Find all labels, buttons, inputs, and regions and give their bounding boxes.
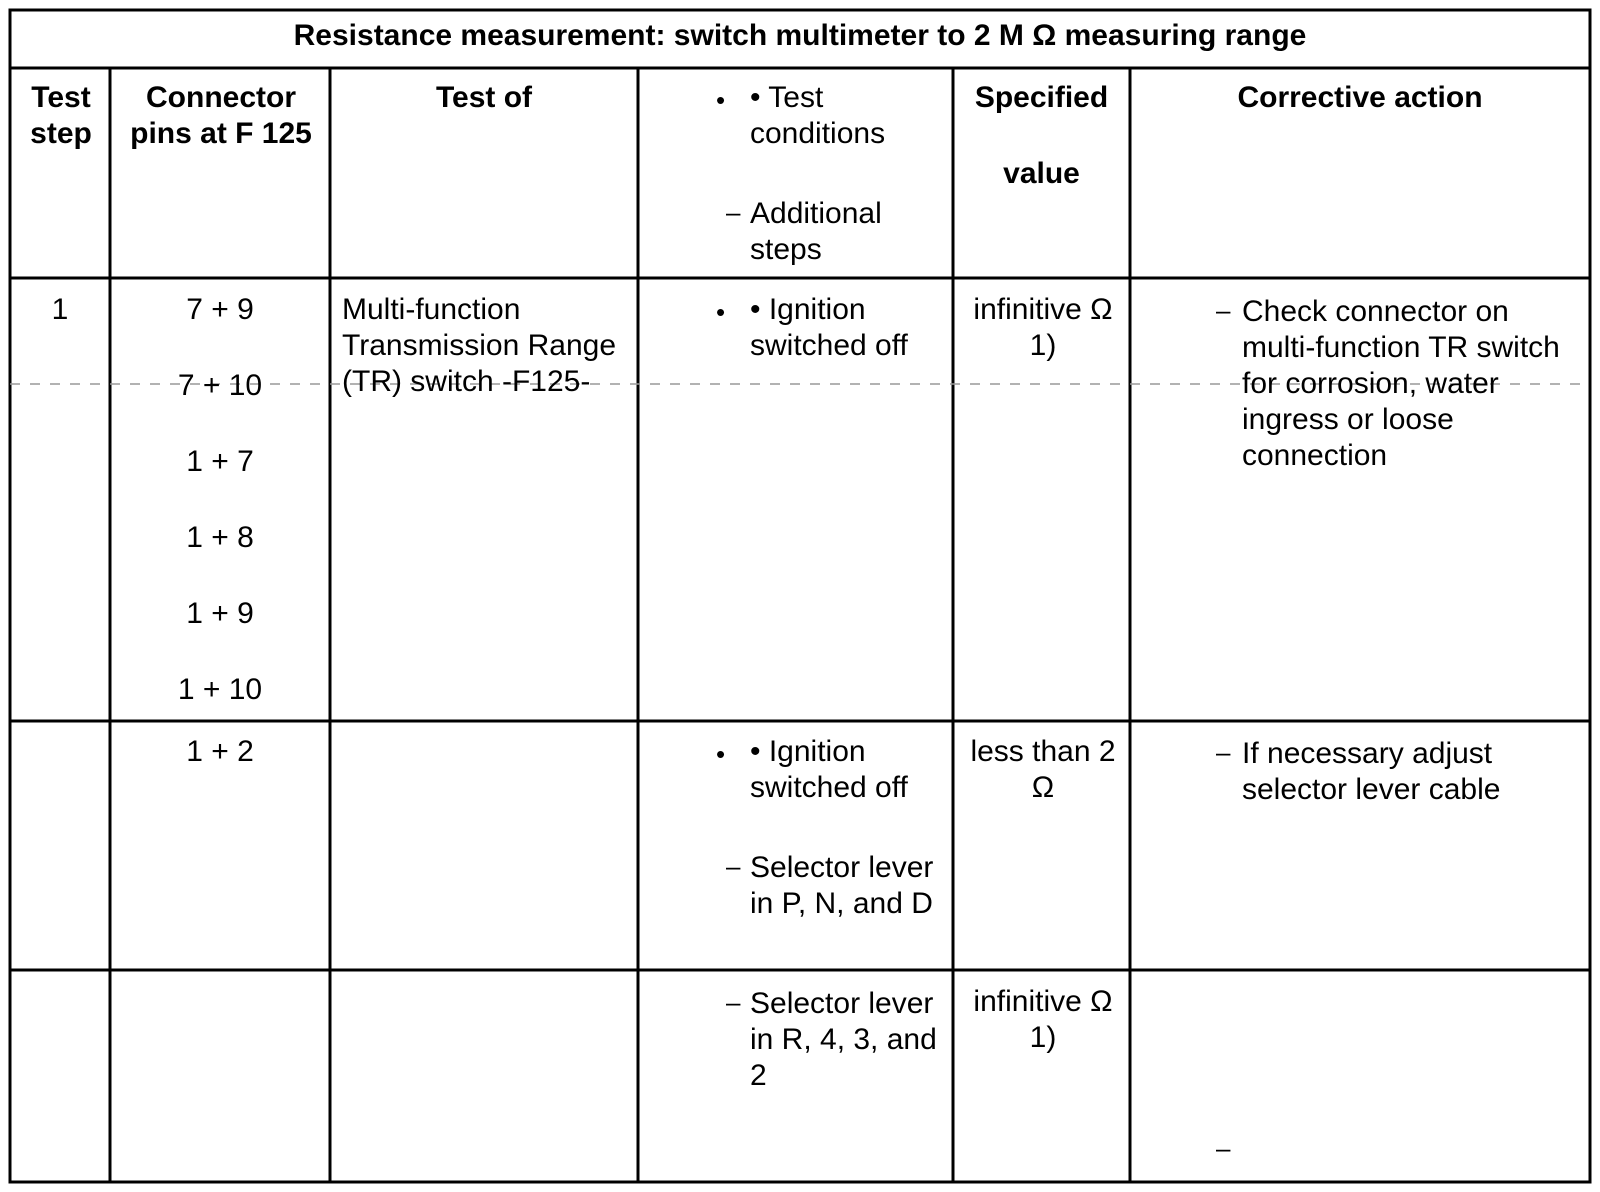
row1-pin-pair: 7 + 10 [177,369,263,402]
row1-test-of: Multi-function Transmission Range (TR) switch -F125- [342,293,616,398]
header-additional-steps: Additional steps [750,197,882,266]
row1-condition: • Ignition switched off [750,293,908,362]
header-corrective-action: Corrective action [1237,81,1483,114]
row1-pin-pair: 1 + 9 [186,597,254,630]
table-title: Resistance measurement: switch multimeter to 2 M Ω measuring range [293,19,1307,52]
row3-condition-step: Selector lever in R, 4, 3, and 2 [750,987,937,1092]
row1-bullet-marker: • [716,297,726,327]
row2-specified-value: less than 2 Ω [970,735,1116,804]
row1-pin-pair: 1 + 7 [186,445,254,478]
header-bullet-marker: • [716,85,726,115]
row2-condition: • Ignition switched off [750,735,908,804]
row2-dash-marker: – [1216,737,1231,767]
row2-bullet-marker: • [716,739,726,769]
row1-pin-pair: 1 + 10 [177,673,263,706]
row2-corrective-action: If necessary adjust selector lever cable [1242,737,1501,806]
row1-test-step: 1 [51,293,69,326]
header-test-conditions: • Test conditions [750,81,886,150]
row3-dash-marker: – [1216,1133,1231,1163]
row3-specified-value: infinitive Ω 1) [973,985,1113,1054]
row1-corrective-action: Check connector on multi-function TR switch for corrosion, water ingress or loose connection [1242,295,1560,472]
row1-dash-marker: – [1216,295,1231,325]
header-test-of: Test of [435,81,533,114]
row1-specified-value: infinitive Ω 1) [973,293,1113,362]
header-test-step: Test step [30,81,92,150]
header-value: value [1003,157,1080,190]
row3-dash-marker: – [726,987,741,1017]
row2-dash-marker: – [726,851,741,881]
row2-pin-pair: 1 + 2 [186,735,254,768]
row2-condition-step: Selector lever in P, N, and D [750,851,934,920]
row1-pin-pair: 7 + 9 [186,293,254,326]
header-dash-marker: – [726,197,741,227]
row1-pin-pair: 1 + 8 [186,521,254,554]
header-connector-pins: Connector pins at F 125 [130,81,312,150]
header-specified: Specified [974,81,1109,114]
